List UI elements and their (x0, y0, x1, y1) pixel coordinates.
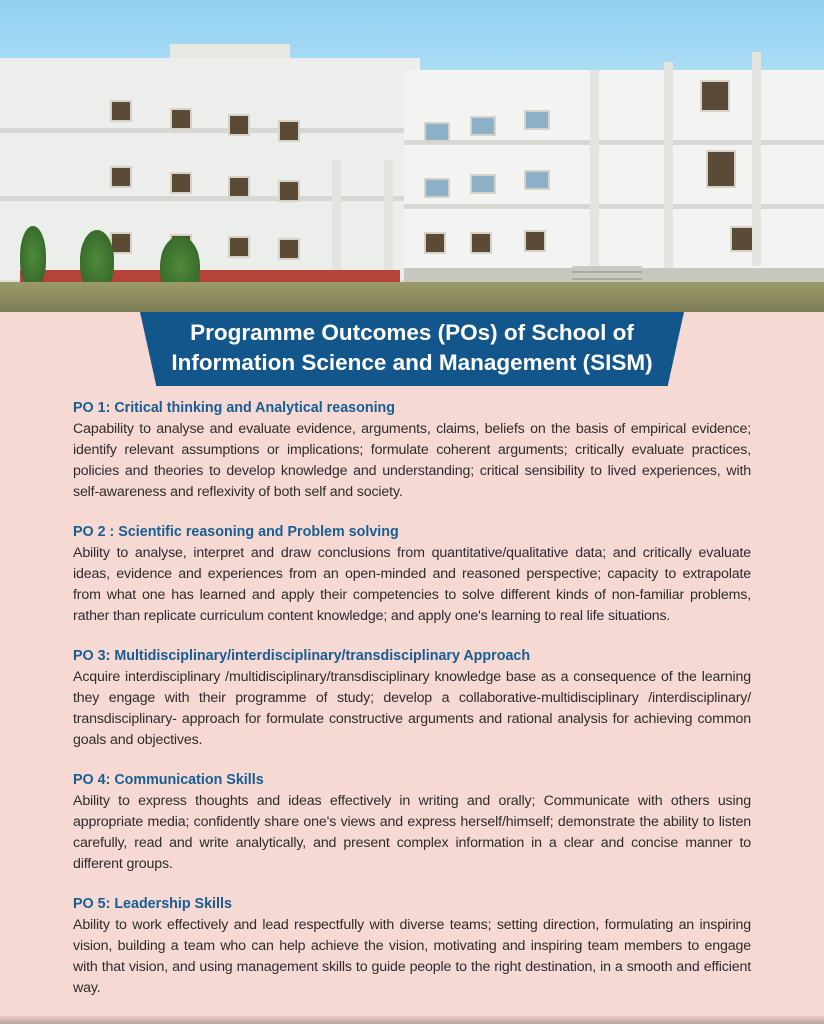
ground (0, 282, 824, 312)
outcomes-list (73, 398, 751, 1018)
outcome-item (73, 646, 751, 751)
outcome-description: Capability to analyse and evaluate evidence, arguments, claims, beliefs on the basis of empirical evidence; identify relevant assumptions or implications; formulate coherent arguments; critically evaluate practices, policies and theories to develop knowledge and understanding; critical sensibility to lived experiences, with self-awareness and reflexivity of both self and society. (73, 421, 751, 500)
outcome-heading: PO 2 : Scientific reasoning and Problem solving (73, 524, 399, 540)
pillar (664, 62, 673, 268)
window (278, 120, 300, 142)
floor-slab (404, 140, 824, 145)
window (700, 80, 730, 112)
window (470, 232, 492, 254)
outcome-description: Ability to analyse, interpret and draw conclusions from quantitative/qualitative data; and critically evaluate ideas, evidence and experiences from an open-minded and reasoned perspective; capacity to extrapolate from what one has learned and apply their competencies to solve different kinds of non-familiar problems, rather than replicate curriculum content knowledge; and apply one's learning to real life situations. (73, 545, 751, 624)
pillar (332, 160, 341, 270)
pillar (590, 70, 599, 270)
window (170, 172, 192, 194)
window (278, 180, 300, 202)
outcome-heading: PO 4: Communication Skills (73, 772, 264, 788)
pillar (752, 52, 761, 266)
window (278, 238, 300, 260)
title-line-1: Programme Outcomes (POs) of School of (190, 320, 634, 345)
outcome-heading: PO 1: Critical thinking and Analytical reasoning (73, 400, 396, 416)
floor-slab (0, 128, 404, 133)
window (110, 100, 132, 122)
floor-slab (404, 204, 824, 209)
outcome-description: Ability to work effectively and lead respectfully with diverse teams; setting direction, formulating an inspiring vision, building a team who can help achieve the vision, motivating and inspiring team members to engage with that vision, and using management skills to guide people to the right destination, in a smooth and efficient way. (73, 917, 751, 996)
title-line-2: Information Science and Management (SISM) (171, 350, 653, 375)
tree (20, 226, 46, 286)
pillar (384, 160, 393, 270)
outcome-item (73, 522, 751, 627)
window (170, 108, 192, 130)
page-title (140, 318, 684, 378)
outcome-item (73, 398, 751, 503)
left-building (0, 58, 420, 286)
outcome-item (73, 770, 751, 875)
window (110, 166, 132, 188)
window (228, 114, 250, 136)
bottom-edge (0, 1016, 824, 1024)
outcome-description: Ability to express thoughts and ideas effectively in writing and orally; Communicate with others using appropriate media; confidently share one's views and express herself/himself; demonstrate the ability to listen carefully, read and write analytically, and present complex information in a clear and concise manner to different groups. (73, 793, 751, 872)
window (524, 230, 546, 252)
window (228, 236, 250, 258)
tree (80, 230, 114, 290)
window (470, 174, 496, 194)
window (424, 122, 450, 142)
window (228, 176, 250, 198)
outcome-description: Acquire interdisciplinary /multidisciplinary/transdisciplinary knowledge base as a consequence of the learning they engage with their programme of study; develop a collaborative-multidisciplinary /interdisciplinary/ transdisciplinary- approach for formulate constructive arguments and rational analysis for achieving common goals and objectives. (73, 669, 751, 748)
outcome-item (73, 894, 751, 999)
window (424, 178, 450, 198)
outcome-heading: PO 3: Multidisciplinary/interdisciplinary/transdisciplinary Approach (73, 648, 531, 664)
floor-slab (0, 196, 404, 201)
outcome-heading: PO 5: Leadership Skills (73, 896, 232, 912)
window (706, 150, 736, 188)
window (424, 232, 446, 254)
window (524, 170, 550, 190)
window (524, 110, 550, 130)
window (470, 116, 496, 136)
campus-building-photo (0, 0, 824, 312)
